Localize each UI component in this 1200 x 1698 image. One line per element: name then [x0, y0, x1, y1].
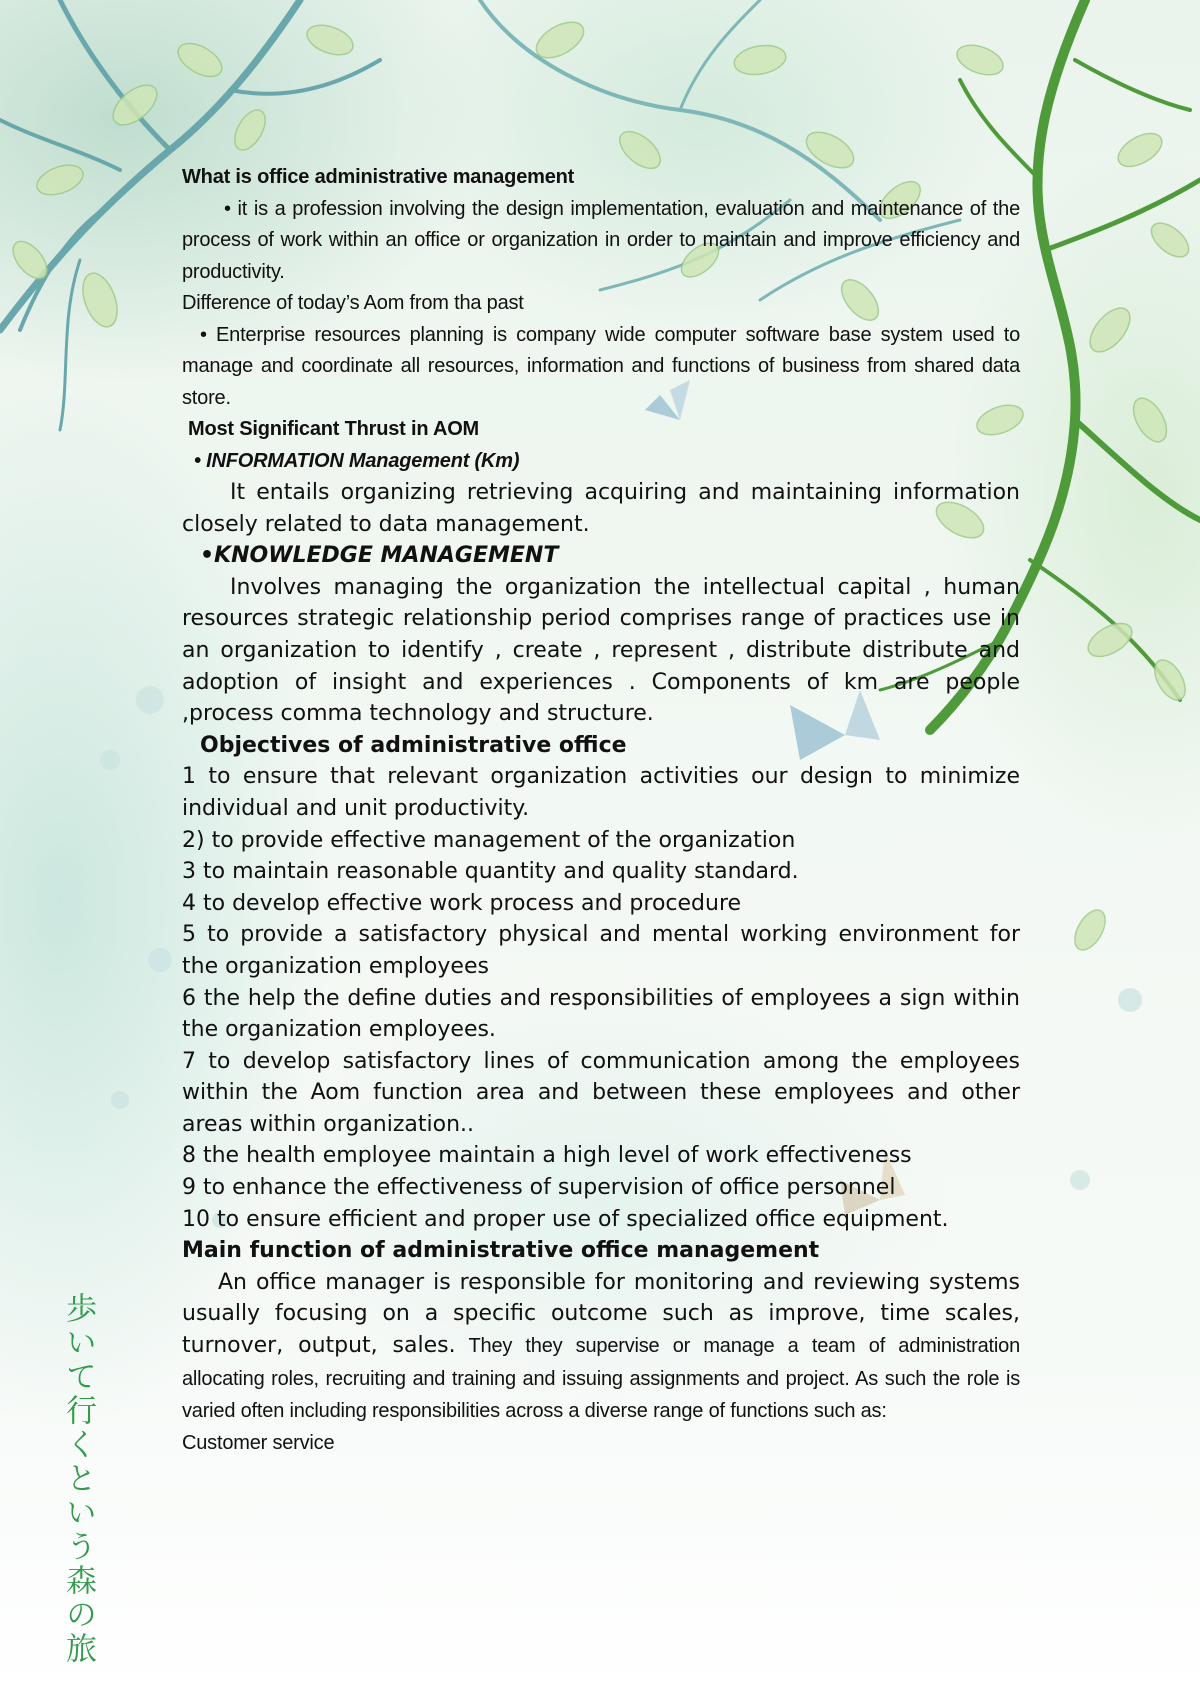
- objective-item: 5 to provide a satisfactory physical and mental working environment for the organization employees: [182, 922, 1020, 979]
- objective-item: 6 the help the define duties and responsibilities of employees a sign within the organization employees.: [182, 985, 1020, 1043]
- paragraph-main-function-part1: An office manager is responsible for monitoring and reviewing systems usually focusing on a specific outcome such as improve, time scales, turnover, output, sales.: [182, 1269, 1020, 1359]
- objective-item: 2) to provide effective management of the organization: [182, 827, 796, 853]
- document-body: [182, 162, 1020, 1459]
- objective-item: 8 the health employee maintain a high level of work effectiveness: [182, 1143, 912, 1169]
- paragraph-main-function-part2: They they supervise or manage a team of administration allocating roles, recruiting and training and issuing assignments and project. As such the role is varied often including responsibilities across a diverse range of functions such as:: [182, 1335, 1020, 1423]
- objective-item: 3 to maintain reasonable quantity and quality standard.: [182, 859, 799, 885]
- subheading-knowledge-management: •KNOWLEDGE MANAGEMENT: [200, 543, 559, 569]
- heading-objectives: Objectives of administrative office: [200, 732, 627, 758]
- paragraph-main-function: [182, 1267, 1020, 1428]
- subheading-information-management: • INFORMATION Management (Km): [194, 449, 520, 472]
- heading-what-is-aom: What is office administrative management: [182, 166, 575, 188]
- paragraph-knowledge-management: Involves managing the organization the intellectual capital , human resources strategic relationship period comprises range of practices use in an organization to identify , create , represent , distribute distribute and adoption of insight and experiences . Components of km are people ,process comma technology and structure.: [182, 574, 1020, 727]
- objective-item: 7 to develop satisfactory lines of communication among the employees within the Aom function area and between these employees and other areas within organization..: [182, 1048, 1020, 1137]
- list-item-customer-service: Customer service: [182, 1431, 335, 1454]
- vertical-japanese-caption: 歩いて行くという森の旅: [60, 1292, 96, 1666]
- objective-item: 10 to ensure efficient and proper use of specialized office equipment.: [182, 1206, 949, 1232]
- heading-most-significant-thrust: Most Significant Thrust in AOM: [188, 418, 480, 440]
- heading-main-function: Main function of administrative office management: [182, 1238, 820, 1264]
- paragraph-definition: • it is a profession involving the design implementation, evaluation and maintenance of the process of work within an office or organization in order to maintain and improve efficiency and productivity.: [182, 197, 1020, 283]
- objective-item: 1 to ensure that relevant organization activities our design to minimize individual and unit productivity.: [182, 764, 1020, 821]
- paragraph-erp: • Enterprise resources planning is company wide computer software base system used to manage and coordinate all resources, information and functions of business from shared data store.: [182, 323, 1020, 409]
- objective-item: 4 to develop effective work process and procedure: [182, 890, 742, 916]
- heading-difference: Difference of today’s Aom from tha past: [182, 292, 524, 314]
- paragraph-information-management: It entails organizing retrieving acquiring and maintaining information closely related to data management.: [182, 480, 1020, 537]
- objective-item: 9 to enhance the effectiveness of supervision of office personnel: [182, 1175, 896, 1201]
